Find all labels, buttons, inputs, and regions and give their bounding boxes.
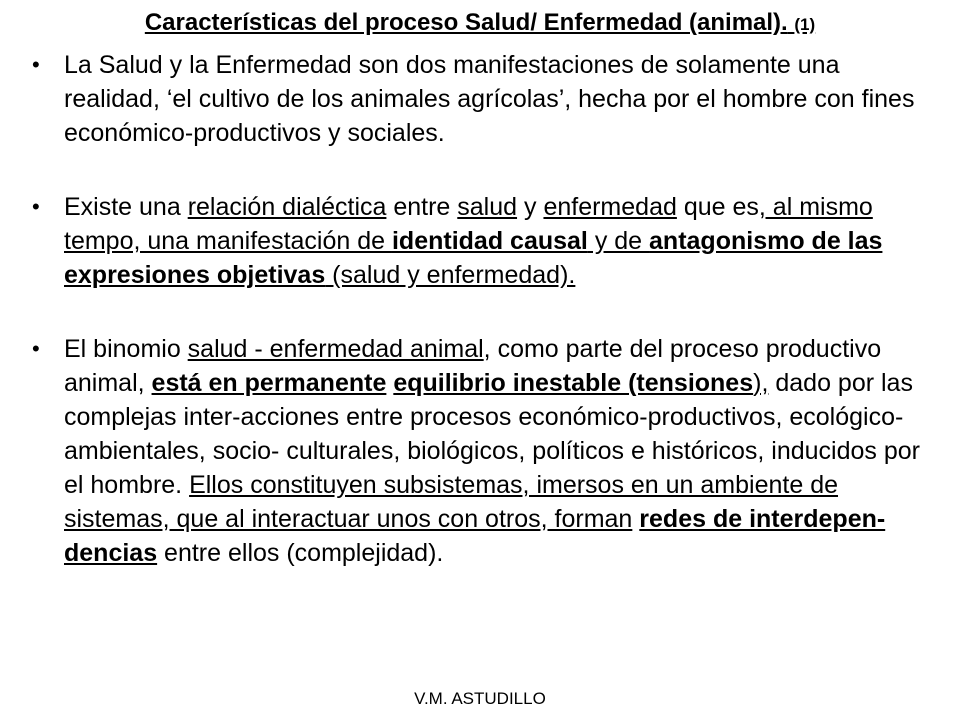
text-segment: entre ellos (complejidad). (157, 539, 444, 567)
text-segment: , al mismo tempo, una manifestación de (64, 193, 873, 255)
bullet-text (64, 193, 882, 289)
bullet-item-3 (32, 332, 932, 570)
text-segment: equilibrio inestable (tensiones (393, 369, 754, 397)
text-segment: ), (753, 369, 769, 397)
slide-title (0, 6, 960, 42)
bullet-text (64, 335, 920, 567)
text-segment: antagonismo de las expresiones objetivas (64, 227, 883, 289)
text-segment: Ellos constituyen subsistemas, imersos en un ambiente de sistemas, que al interactuar unos con otros, forman (64, 471, 839, 533)
bullet-text (64, 51, 914, 147)
bullet-dot-icon: • (32, 194, 40, 219)
text-segment: relación dialéctica (187, 193, 387, 221)
text-segment: redes de interdepen-dencias (64, 505, 886, 567)
text-segment: salud (457, 193, 518, 221)
text-segment: La Salud y la Enfermedad son dos manifestaciones de solamente una realidad, ‘el cultivo de los animales agrícolas’, hecha por el hombre con fines económico-productivos y sociales. (64, 51, 915, 147)
author-footer: V.M. ASTUDILLO (414, 689, 546, 708)
text-segment: El binomio (64, 335, 188, 363)
text-segment: (salud y enfermedad). (325, 261, 576, 289)
text-segment: entre (386, 193, 458, 221)
bullet-item-2 (32, 190, 932, 292)
text-segment: identidad causal (391, 227, 588, 255)
bullet-dot-icon: • (32, 52, 40, 77)
text-segment: y (517, 193, 544, 221)
text-segment: enfermedad (543, 193, 677, 221)
bullet-dot-icon: • (32, 336, 40, 361)
text-segment: que es (676, 193, 759, 221)
slide-title-number: (1) (794, 15, 816, 34)
slide-title-text: Características del proceso Salud/ Enfermedad (animal). (144, 9, 788, 36)
text-segment: y de (587, 227, 650, 255)
text-segment: salud - enfermedad animal (187, 335, 484, 363)
text-segment: Existe una (64, 193, 188, 221)
bullet-list (32, 48, 932, 570)
text-segment: , como parte del proceso productivo animal, (64, 335, 882, 397)
text-segment: está en permanente (151, 369, 387, 397)
bullet-item-1 (32, 48, 932, 150)
text-segment: dado por las complejas inter-acciones entre procesos económico-productivos, ecológico- ambientales, socio- culturales, biológicos, políticos e históricos, inducidos por el hombre. (64, 369, 920, 499)
